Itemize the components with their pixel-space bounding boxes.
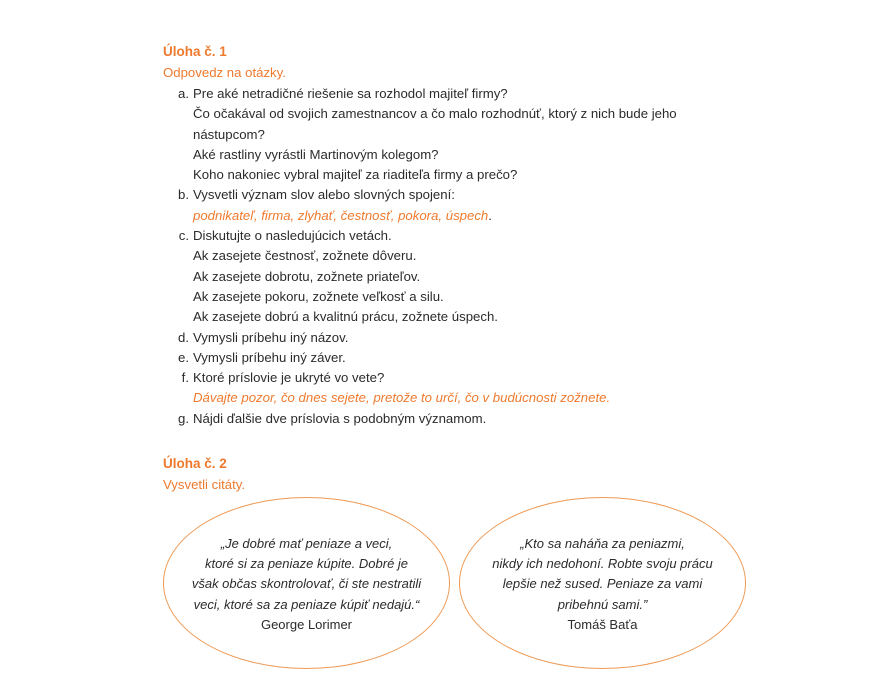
question-line: Aké rastliny vyrástli Martinovým kolegom? <box>193 146 439 162</box>
question-line: Diskutujte o nasledujúcich vetách. <box>193 228 392 244</box>
terms-period: . <box>488 207 492 223</box>
quote-right <box>459 534 746 635</box>
question-line: Ktoré príslovie je ukryté vo vete? <box>193 370 385 386</box>
quote-line: veci, ktoré sa za peniaze kúpiť nedajú.“ <box>193 596 420 612</box>
item-marker: d. <box>178 329 189 345</box>
question-a <box>163 84 723 185</box>
task1-instruction: Odpovedz na otázky. <box>163 65 286 80</box>
quote-line: „Kto sa naháňa za peniazmi, <box>520 536 685 551</box>
question-f <box>163 368 723 409</box>
quote-line: ktoré si za peniaze kúpite. Dobré je <box>204 556 409 572</box>
item-marker: g. <box>178 410 189 426</box>
question-line: nástupcom? <box>193 126 265 142</box>
question-line: Vymysli príbehu iný záver. <box>193 349 346 365</box>
question-line: Vymysli príbehu iný názov. <box>193 329 349 345</box>
question-g <box>163 409 723 429</box>
question-b <box>163 185 723 226</box>
quote-left <box>163 534 450 635</box>
item-marker: b. <box>178 187 189 203</box>
vocabulary-terms: podnikateľ, firma, zlyhať, čestnosť, pokora, úspech <box>193 207 489 223</box>
question-line: Nájdi ďalšie dve príslovia s podobným významom. <box>193 410 487 426</box>
question-c <box>163 226 723 327</box>
task2-title: Úloha č. 2 <box>163 456 227 471</box>
item-marker: c. <box>178 228 189 244</box>
sentence-line: Ak zasejete dobrú a kvalitnú prácu, zožnete úspech. <box>193 309 498 325</box>
task2-instruction: Vysvetli citáty. <box>163 477 246 492</box>
item-marker: e. <box>178 349 189 365</box>
question-e <box>163 348 723 368</box>
question-line: Vysvetli význam slov alebo slovných spojení: <box>193 187 455 203</box>
item-marker: a. <box>178 86 189 101</box>
quote-author: George Lorimer <box>260 616 353 632</box>
task1-title: Úloha č. 1 <box>163 44 227 59</box>
question-line: Pre aké netradičné riešenie sa rozhodol majiteľ firmy? <box>193 86 508 101</box>
question-list <box>163 84 723 429</box>
hidden-proverb-sentence: Dávajte pozor, čo dnes sejete, pretože to určí, čo v budúcnosti zožnete. <box>193 390 611 406</box>
quote-line: pribehnú sami.” <box>557 596 648 612</box>
sentence-line: Ak zasejete čestnosť, zožnete dôveru. <box>193 248 417 264</box>
quote-author: Tomáš Baťa <box>567 616 638 632</box>
question-line: Čo očakával od svojich zamestnancov a čo malo rozhodnúť, ktorý z nich bude jeho <box>193 106 677 122</box>
question-line: Koho nakoniec vybral majiteľ za riaditeľa firmy a prečo? <box>193 167 518 183</box>
sentence-line: Ak zasejete pokoru, zožnete veľkosť a silu. <box>193 288 444 304</box>
quote-line: lepšie než sused. Peniaze za vami <box>502 576 703 592</box>
quote-line: „Je dobré mať peniaze a veci, <box>220 536 393 551</box>
question-d <box>163 328 723 348</box>
quote-line: však občas skontrolovať, či ste nestratili <box>191 576 422 592</box>
item-marker: f. <box>181 370 189 386</box>
quote-line: nikdy ich nedohoní. Robte svoju prácu <box>492 556 713 572</box>
sentence-line: Ak zasejete dobrotu, zožnete priateľov. <box>193 268 421 284</box>
